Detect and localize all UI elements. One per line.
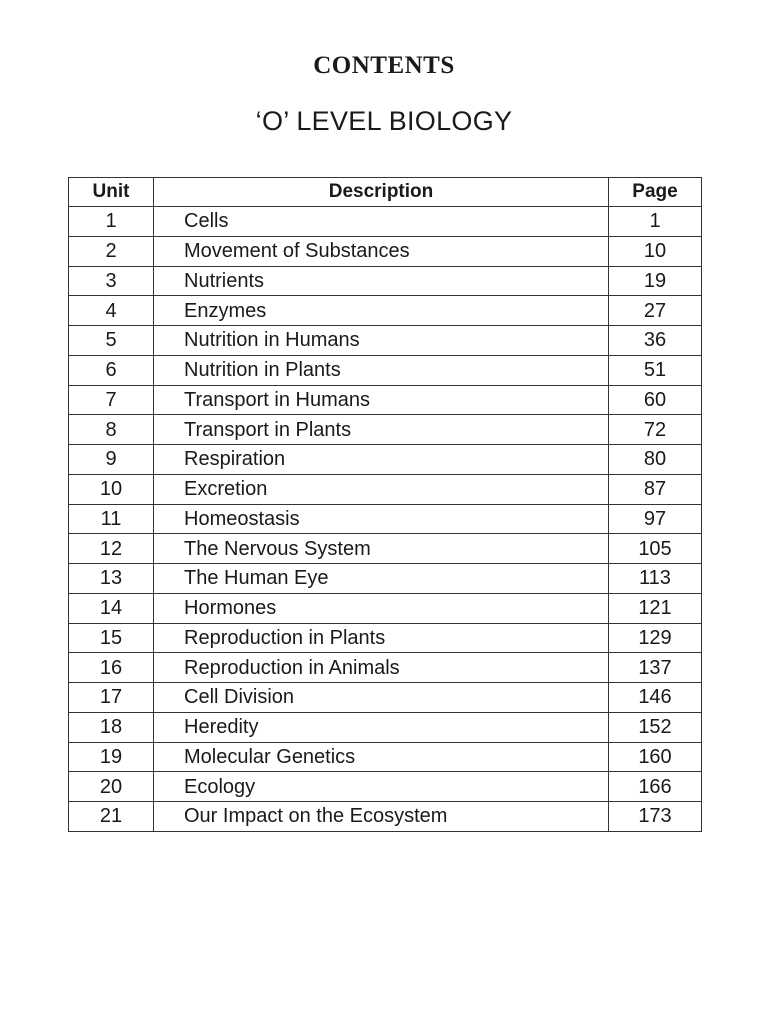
unit-cell: 3 [69,266,154,296]
page-cell: 36 [609,326,702,356]
contents-table [68,177,702,832]
table-row [69,772,702,802]
unit-cell: 16 [69,653,154,683]
unit-cell: 10 [69,474,154,504]
page-cell: 105 [609,534,702,564]
table-row [69,712,702,742]
page-cell: 51 [609,355,702,385]
description-cell: Reproduction in Plants [154,623,609,653]
page-cell: 129 [609,623,702,653]
table-row [69,385,702,415]
contents-title: CONTENTS [313,52,455,79]
description-cell: Transport in Plants [154,415,609,445]
unit-cell: 19 [69,742,154,772]
table-header-row [69,178,702,207]
description-cell: Heredity [154,712,609,742]
table-row [69,355,702,385]
table-row [69,653,702,683]
table-row [69,742,702,772]
description-cell: The Human Eye [154,564,609,594]
table-body [69,207,702,832]
page-cell: 10 [609,236,702,266]
description-cell: Molecular Genetics [154,742,609,772]
unit-cell: 21 [69,802,154,832]
description-cell: Our Impact on the Ecosystem [154,802,609,832]
unit-cell: 13 [69,564,154,594]
unit-cell: 5 [69,326,154,356]
description-cell: The Nervous System [154,534,609,564]
unit-cell: 7 [69,385,154,415]
page-cell: 173 [609,802,702,832]
description-cell: Homeostasis [154,504,609,534]
table-row [69,296,702,326]
page-cell: 113 [609,564,702,594]
page-cell: 146 [609,683,702,713]
column-header-description: Description [154,178,609,207]
unit-cell: 18 [69,712,154,742]
page-cell: 80 [609,445,702,475]
table-row [69,266,702,296]
unit-cell: 6 [69,355,154,385]
page-cell: 60 [609,385,702,415]
page-cell: 97 [609,504,702,534]
page-cell: 121 [609,593,702,623]
table-row [69,415,702,445]
description-cell: Cells [154,207,609,237]
unit-cell: 14 [69,593,154,623]
unit-cell: 11 [69,504,154,534]
description-cell: Ecology [154,772,609,802]
table-row [69,802,702,832]
table-row [69,445,702,475]
description-cell: Reproduction in Animals [154,653,609,683]
description-cell: Excretion [154,474,609,504]
table-row [69,474,702,504]
subject-title: ‘O’ LEVEL BIOLOGY [255,106,513,136]
unit-cell: 4 [69,296,154,326]
description-cell: Transport in Humans [154,385,609,415]
description-cell: Respiration [154,445,609,475]
page-cell: 1 [609,207,702,237]
unit-cell: 17 [69,683,154,713]
page-cell: 87 [609,474,702,504]
table-row [69,534,702,564]
page-cell: 19 [609,266,702,296]
page-cell: 166 [609,772,702,802]
unit-cell: 12 [69,534,154,564]
table-row [69,623,702,653]
description-cell: Movement of Substances [154,236,609,266]
table-row [69,504,702,534]
page-cell: 160 [609,742,702,772]
unit-cell: 8 [69,415,154,445]
unit-cell: 15 [69,623,154,653]
page-cell: 152 [609,712,702,742]
description-cell: Nutrition in Plants [154,355,609,385]
table-row [69,593,702,623]
unit-cell: 2 [69,236,154,266]
column-header-page: Page [609,178,702,207]
description-cell: Nutrition in Humans [154,326,609,356]
description-cell: Hormones [154,593,609,623]
unit-cell: 20 [69,772,154,802]
description-cell: Cell Division [154,683,609,713]
table-row [69,326,702,356]
table-row [69,207,702,237]
column-header-unit: Unit [69,178,154,207]
page-cell: 137 [609,653,702,683]
description-cell: Enzymes [154,296,609,326]
description-cell: Nutrients [154,266,609,296]
table-row [69,683,702,713]
table-row [69,564,702,594]
page-cell: 27 [609,296,702,326]
unit-cell: 1 [69,207,154,237]
table-row [69,236,702,266]
page-cell: 72 [609,415,702,445]
unit-cell: 9 [69,445,154,475]
